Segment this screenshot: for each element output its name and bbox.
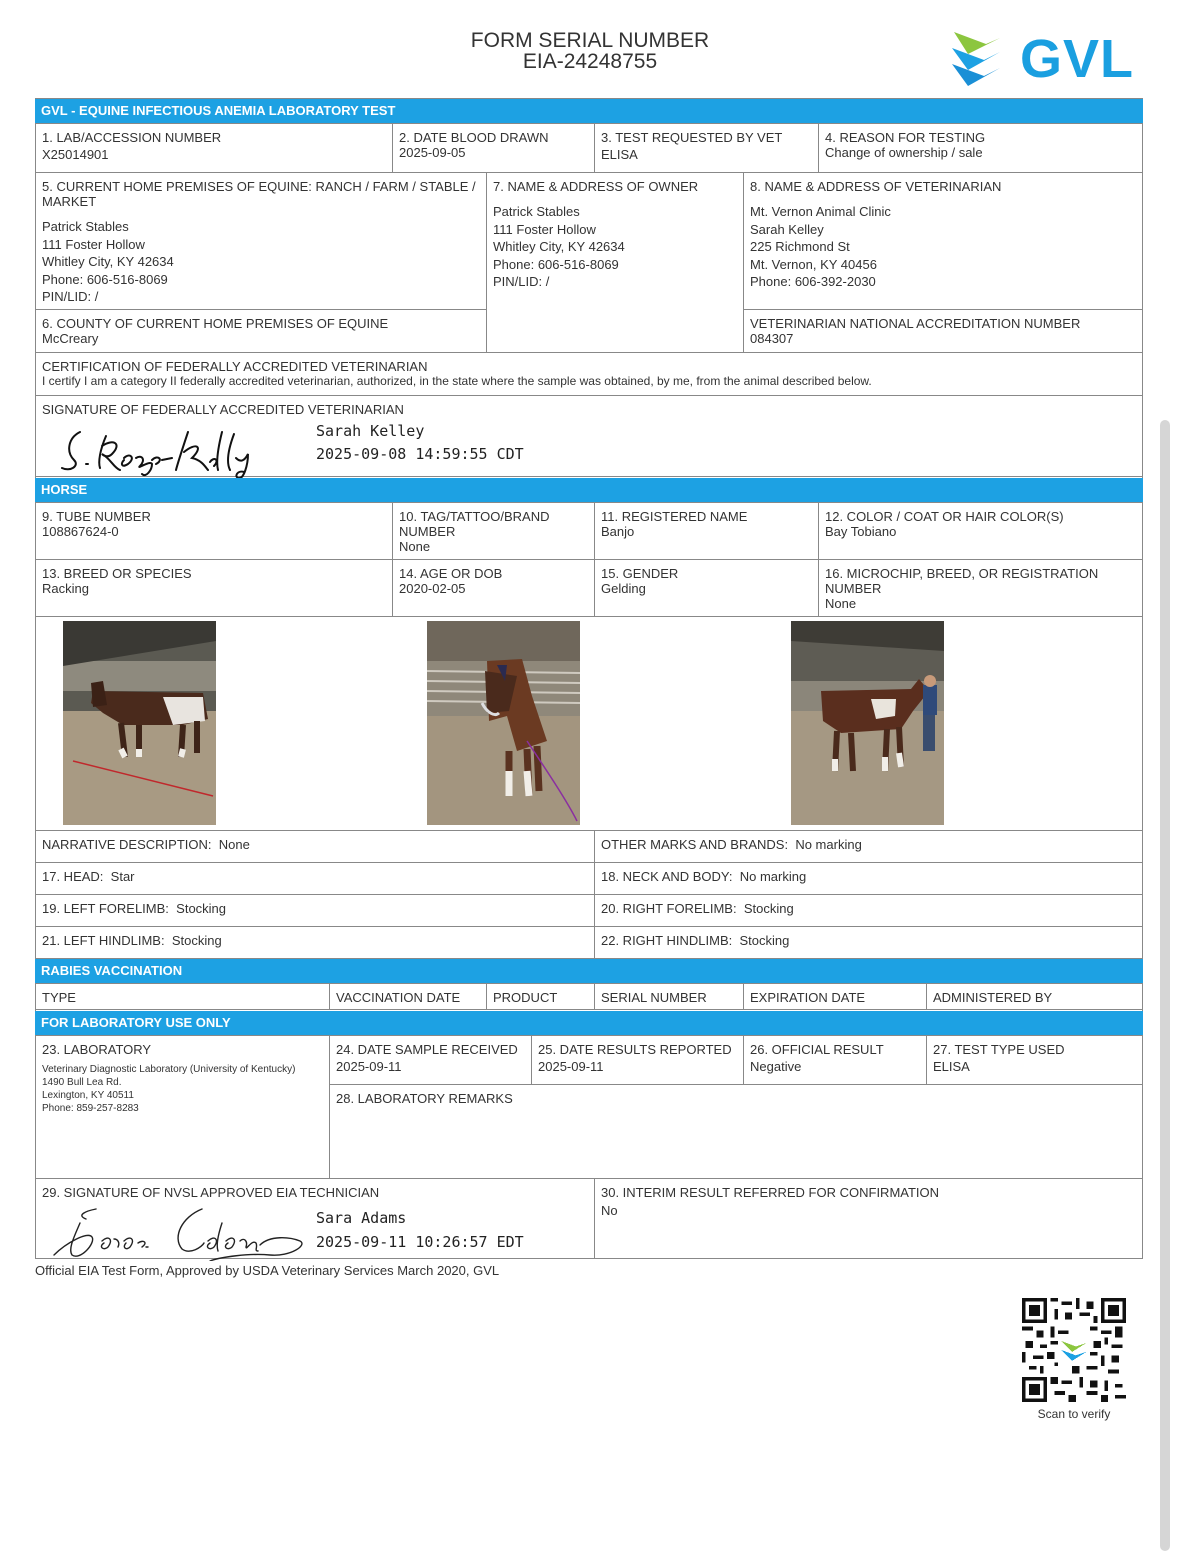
horse-photo-left-side: [63, 621, 216, 825]
lab-accession-label: 1. LAB/ACCESSION NUMBER: [42, 130, 222, 145]
other-marks-value: No marking: [795, 837, 862, 852]
tag-value: None: [399, 539, 431, 554]
vet-handwritten-signature: [58, 424, 298, 482]
laboratory-line: Lexington, KY 40511: [42, 1090, 134, 1101]
date-drawn-label: 2. DATE BLOOD DRAWN: [399, 130, 549, 145]
vet-line: 225 Richmond St: [750, 239, 850, 254]
registered-name-cell: [594, 502, 819, 560]
section-header-horse: HORSE: [35, 478, 1143, 502]
rabies-col-product: PRODUCT: [486, 983, 595, 1010]
section-header-eia: GVL - EQUINE INFECTIOUS ANEMIA LABORATORY TEST: [35, 99, 1143, 123]
date-received-cell: [329, 1035, 532, 1085]
vet-signature-cell: [35, 395, 1143, 477]
test-requested-value: ELISA: [601, 147, 638, 162]
test-requested-cell: [594, 123, 819, 173]
section-header-rabies: RABIES VACCINATION: [35, 959, 1143, 983]
registered-name-label: 11. REGISTERED NAME: [601, 509, 748, 524]
right-hindlimb-cell: [594, 926, 1143, 959]
tag-cell: [392, 502, 595, 560]
interim-result-cell: [594, 1178, 1143, 1259]
lab-accession-cell: [35, 123, 393, 173]
age-cell: [392, 559, 595, 617]
head-value: Star: [110, 869, 135, 884]
certification-text: I certify I am a category II federally accredited veterinarian, authorized, in the state where the sample was obtained, by me, from the animal described below.: [42, 374, 872, 388]
gender-cell: [594, 559, 819, 617]
official-result-label: 26. OFFICIAL RESULT: [750, 1042, 884, 1057]
microchip-cell: [818, 559, 1143, 617]
owner-line: Patrick Stables: [493, 204, 580, 219]
laboratory-line: Veterinary Diagnostic Laboratory (University of Kentucky): [42, 1064, 296, 1075]
color-label: 12. COLOR / COAT OR HAIR COLOR(S): [825, 509, 1064, 524]
owner-cell: [486, 172, 744, 353]
neck-body-cell: [594, 862, 1143, 895]
reason-value: Change of ownership / sale: [825, 145, 983, 160]
narrative-label: NARRATIVE DESCRIPTION:: [42, 837, 212, 852]
laboratory-line: 1490 Bull Lea Rd.: [42, 1077, 122, 1088]
date-reported-cell: [531, 1035, 744, 1085]
gvl-logo-text: GVL: [1020, 29, 1135, 89]
registered-name-value: Banjo: [601, 524, 635, 539]
owner-line: Whitley City, KY 42634: [493, 239, 625, 254]
horse-photo-right-side: [791, 621, 944, 825]
owner-label: 7. NAME & ADDRESS OF OWNER: [493, 179, 699, 194]
left-forelimb-cell: [35, 894, 595, 927]
head-label: 17. HEAD:: [42, 869, 104, 884]
premises-line: Whitley City, KY 42634: [42, 254, 174, 269]
interim-result-label: 30. INTERIM RESULT REFERRED FOR CONFIRMATION: [601, 1185, 940, 1200]
microchip-label: 16. MICROCHIP, BREED, OR REGISTRATION NUMBER: [825, 566, 1099, 596]
tech-signature-label: 29. SIGNATURE OF NVSL APPROVED EIA TECHNICIAN: [42, 1185, 380, 1200]
official-result-value: Negative: [750, 1059, 802, 1074]
tag-label: 10. TAG/TATTOO/BRAND NUMBER: [399, 509, 550, 539]
serial-label: FORM SERIAL NUMBER: [470, 29, 710, 52]
gvl-logo-mark-icon: [950, 30, 1006, 88]
owner-line: Phone: 606-516-8069: [493, 256, 619, 272]
section-header-lab: FOR LABORATORY USE ONLY: [35, 1011, 1143, 1035]
test-type-label: 27. TEST TYPE USED: [933, 1042, 1065, 1057]
age-label: 14. AGE OR DOB: [399, 566, 503, 581]
right-hindlimb-label: 22. RIGHT HINDLIMB:: [601, 933, 733, 948]
date-reported-label: 25. DATE RESULTS REPORTED: [538, 1042, 732, 1057]
gender-value: Gelding: [601, 581, 646, 596]
left-hindlimb-cell: [35, 926, 595, 959]
head-cell: [35, 862, 595, 895]
accreditation-value: 084307: [750, 331, 794, 346]
left-forelimb-value: Stocking: [176, 901, 227, 916]
lab-remarks-label: 28. LABORATORY REMARKS: [336, 1091, 513, 1106]
date-received-value: 2025-09-11: [336, 1059, 402, 1074]
footer-note: Official EIA Test Form, Approved by USDA Veterinary Services March 2020, GVL: [35, 1263, 500, 1278]
horse-photo-front: [427, 621, 580, 825]
tech-handwritten-signature: [46, 1203, 316, 1261]
test-requested-label: 3. TEST REQUESTED BY VET: [601, 130, 783, 145]
premises-line: Patrick Stables: [42, 219, 129, 234]
right-forelimb-value: Stocking: [743, 901, 794, 916]
narrative-cell: [35, 830, 595, 863]
age-value: 2020-02-05: [399, 581, 466, 596]
scan-to-verify: Scan to verify: [1037, 1407, 1111, 1421]
left-hindlimb-label: 21. LEFT HINDLIMB:: [42, 933, 165, 948]
county-cell: [35, 309, 487, 353]
tech-signer-name: Sara Adams: [316, 1209, 407, 1227]
accreditation-cell: [743, 309, 1143, 353]
neck-body-label: 18. NECK AND BODY:: [601, 869, 733, 884]
vet-signed-timestamp: 2025-09-08 14:59:55 CDT: [316, 445, 524, 463]
owner-line: PIN/LID: /: [493, 274, 550, 289]
serial-number: EIA-24248755: [522, 50, 658, 73]
rabies-col-expiration-date: EXPIRATION DATE: [743, 983, 927, 1010]
breed-cell: [35, 559, 393, 617]
left-forelimb-label: 19. LEFT FORELIMB:: [42, 901, 169, 916]
date-drawn-cell: [392, 123, 595, 173]
county-label: 6. COUNTY OF CURRENT HOME PREMISES OF EQUINE: [42, 316, 389, 331]
premises-address: [42, 218, 480, 306]
scrollbar[interactable]: [1160, 420, 1170, 1551]
other-marks-cell: [594, 830, 1143, 863]
breed-value: Racking: [42, 581, 89, 596]
lab-accession-value: X25014901: [42, 147, 109, 162]
rabies-col-administered-by: ADMINISTERED BY: [926, 983, 1143, 1010]
premises-line: PIN/LID: /: [42, 289, 99, 304]
certification-cell: [35, 352, 1143, 396]
vet-line: Mt. Vernon, KY 40456: [750, 256, 877, 272]
rabies-col-type: TYPE: [35, 983, 330, 1010]
tech-signature-cell: [35, 1178, 595, 1259]
tube-value: 108867624-0: [42, 524, 119, 539]
vet-signer-name: Sarah Kelley: [316, 422, 425, 440]
vet-line: Phone: 606-392-2030: [750, 274, 876, 289]
lab-remarks-cell: [329, 1084, 1143, 1179]
laboratory-address: [42, 1063, 323, 1115]
vet-label: 8. NAME & ADDRESS OF VETERINARIAN: [750, 179, 1002, 194]
gender-label: 15. GENDER: [601, 566, 679, 581]
premises-line: Phone: 606-516-8069: [42, 271, 168, 287]
vet-line: Mt. Vernon Animal Clinic: [750, 204, 891, 219]
color-value: Bay Tobiano: [825, 524, 897, 539]
interim-result-value: No: [601, 1203, 618, 1218]
other-marks-label: OTHER MARKS AND BRANDS:: [601, 837, 789, 852]
owner-line: 111 Foster Hollow: [493, 221, 596, 237]
premises-cell: [35, 172, 487, 310]
tech-signed-timestamp: 2025-09-11 10:26:57 EDT: [316, 1233, 524, 1251]
qr-code-icon[interactable]: [1022, 1298, 1126, 1402]
narrative-value: None: [218, 837, 250, 852]
left-hindlimb-value: Stocking: [171, 933, 222, 948]
reason-label: 4. REASON FOR TESTING: [825, 130, 986, 145]
right-hindlimb-value: Stocking: [739, 933, 790, 948]
certification-title: CERTIFICATION OF FEDERALLY ACCREDITED VETERINARIAN: [42, 359, 428, 374]
reason-cell: [818, 123, 1143, 173]
test-type-value: ELISA: [933, 1059, 970, 1074]
official-result-cell: [743, 1035, 927, 1085]
date-reported-value: 2025-09-11: [538, 1059, 604, 1074]
owner-address: [493, 203, 737, 291]
gvl-logo: [948, 28, 1148, 90]
tube-label: 9. TUBE NUMBER: [42, 509, 151, 524]
county-value: McCreary: [42, 331, 99, 346]
form-serial-header: [380, 30, 800, 72]
vet-cell: [743, 172, 1143, 310]
right-forelimb-cell: [594, 894, 1143, 927]
tube-cell: [35, 502, 393, 560]
breed-label: 13. BREED OR SPECIES: [42, 566, 192, 581]
premises-label: 5. CURRENT HOME PREMISES OF EQUINE: RANCH / FARM / STABLE / MARKET: [42, 179, 476, 209]
laboratory-cell: [35, 1035, 330, 1179]
color-cell: [818, 502, 1143, 560]
date-drawn-value: 2025-09-05: [399, 145, 466, 160]
rabies-col-serial-number: SERIAL NUMBER: [594, 983, 744, 1010]
accreditation-label: VETERINARIAN NATIONAL ACCREDITATION NUMBER: [750, 316, 1081, 331]
laboratory-line: Phone: 859-257-8283: [42, 1103, 139, 1114]
premises-line: 111 Foster Hollow: [42, 236, 145, 252]
rabies-col-vaccination-date: VACCINATION DATE: [329, 983, 487, 1010]
laboratory-label: 23. LABORATORY: [42, 1042, 152, 1057]
date-received-label: 24. DATE SAMPLE RECEIVED: [336, 1042, 518, 1057]
microchip-value: None: [825, 596, 857, 611]
test-type-cell: [926, 1035, 1143, 1085]
vet-line: Sarah Kelley: [750, 221, 824, 237]
neck-body-value: No marking: [739, 869, 807, 884]
vet-address: [750, 203, 1136, 291]
vet-signature-label: SIGNATURE OF FEDERALLY ACCREDITED VETERINARIAN: [42, 402, 404, 417]
right-forelimb-label: 20. RIGHT FORELIMB:: [601, 901, 737, 916]
